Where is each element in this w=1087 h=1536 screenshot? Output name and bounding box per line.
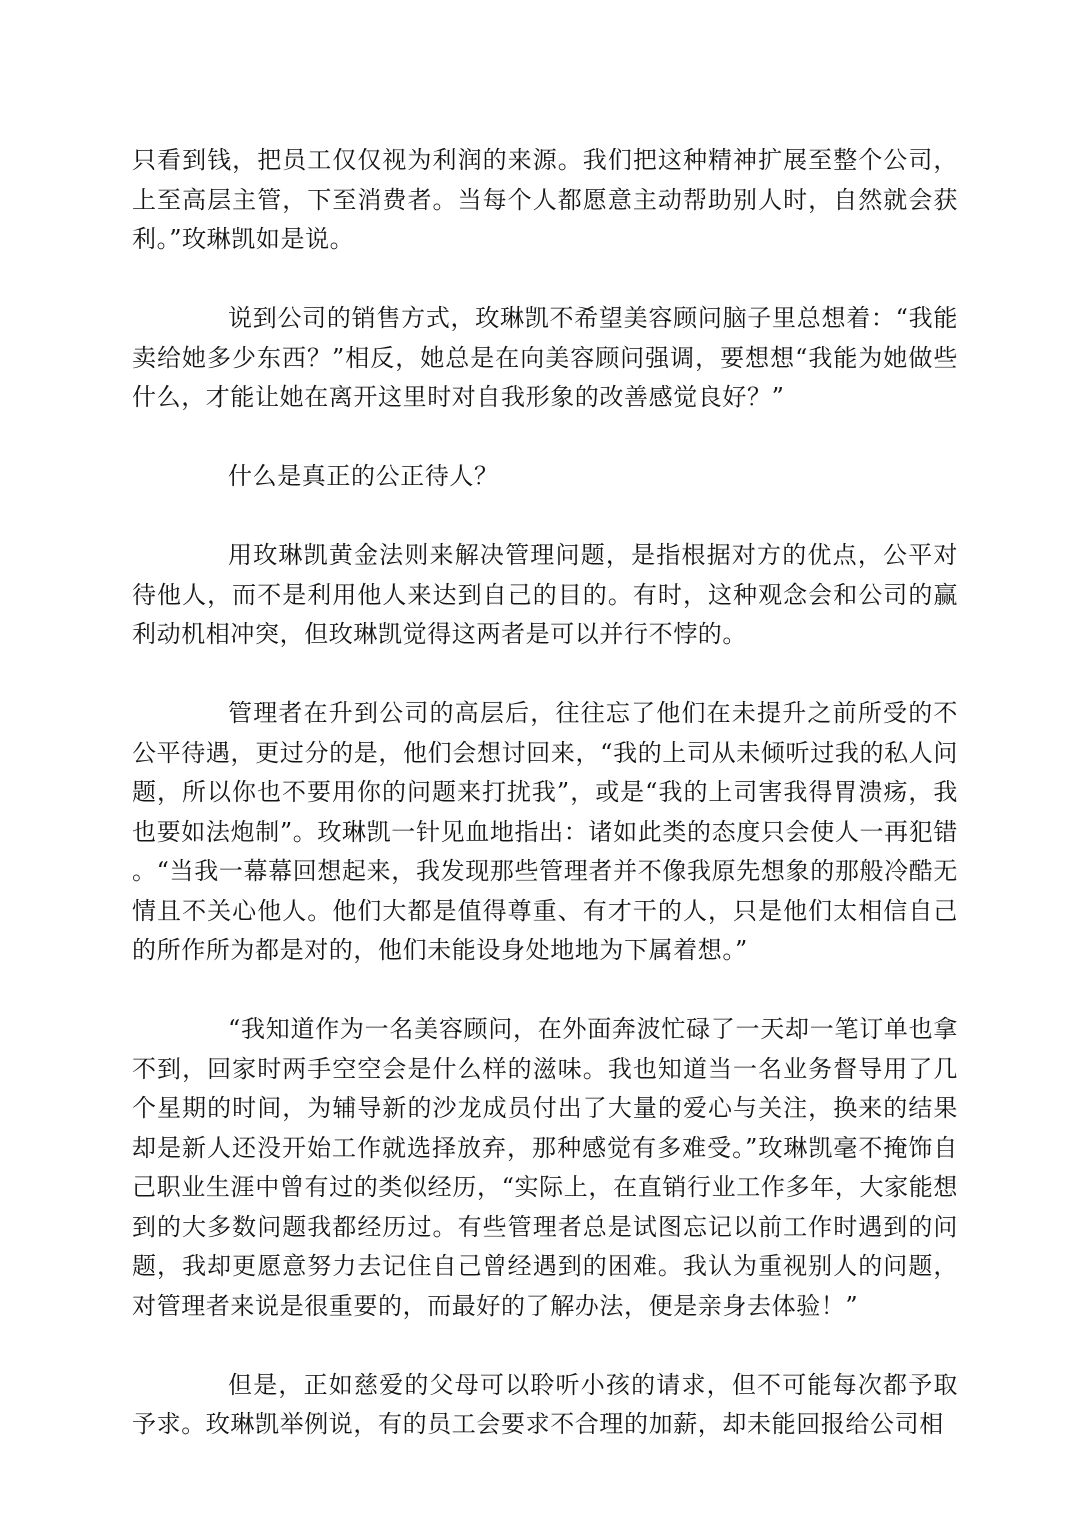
- paragraph-continuation: 只看到钱，把员工仅仅视为利润的来源。我们把这种精神扩展至整个公司，上至高层主管，下至消费者。当每个人都愿意主动帮助别人时，自然就会获利。”玫琳凯如是说。: [132, 146, 958, 253]
- section-heading-fair-treatment: 什么是真正的公正待人？: [228, 462, 499, 490]
- paragraph-quote-experience: “我知道作为一名美容顾问，在外面奔波忙碌了一天却一笔订单也拿不到，回家时两手空空会是什么样的滋味。我也知道当一名业务督导用了几个星期的时间，为辅导新的沙龙成员付出了大量的爱心与关注，换来的结果却是新人还没开始工作就选择放弃，那种感觉有多难受。”玫琳凯毫不掩饰自己职业生涯中曾有过的类似经历，“实际上，在直销行业工作多年，大家能想到的大多数问题我都经历过。有些管理者总是试图忘记以前工作时遇到的问题，我却更愿意努力去记住自己曾经遇到的困难。我认为重视别人的问题，对管理者来说是很重要的，而最好的了解办法，便是亲身去体验！”: [132, 1015, 958, 1320]
- document-body: [132, 141, 958, 1445]
- paragraph-golden-rule: 用玫琳凯黄金法则来解决管理问题，是指根据对方的优点，公平对待他人，而不是利用他人来达到自己的目的。有时，这种观念会和公司的赢利动机相冲突，但玫琳凯觉得这两者是可以并行不悖的。: [132, 541, 958, 648]
- paragraph-parents-analogy: 但是，正如慈爱的父母可以聆听小孩的请求，但不可能每次都予取予求。玫琳凯举例说，有的员工会要求不合理的加薪，却未能回报给公司相: [132, 1370, 958, 1438]
- paragraph-sales-approach: 说到公司的销售方式，玫琳凯不希望美容顾问脑子里总想着：“我能卖给她多少东西？”相反，她总是在向美容顾问强调，要想想“我能为她做些什么，才能让她在离开这里时对自我形象的改善感觉良好？”: [132, 304, 958, 411]
- paragraph-managers: 管理者在升到公司的高层后，往往忘了他们在未提升之前所受的不公平待遇，更过分的是，他们会想讨回来，“我的上司从未倾听过我的私人问题，所以你也不要用你的问题来打扰我”，或是“我的上司害我得胃溃疡，我也要如法炮制”。玫琳凯一针见血地指出：诸如此类的态度只会使人一再犯错。“当我一幕幕回想起来，我发现那些管理者并不像我原先想象的那般冷酷无情且不关心他人。他们大都是值得尊重、有才干的人，只是他们太相信自己的所作所为都是对的，他们未能设身处地地为下属着想。”: [132, 699, 958, 964]
